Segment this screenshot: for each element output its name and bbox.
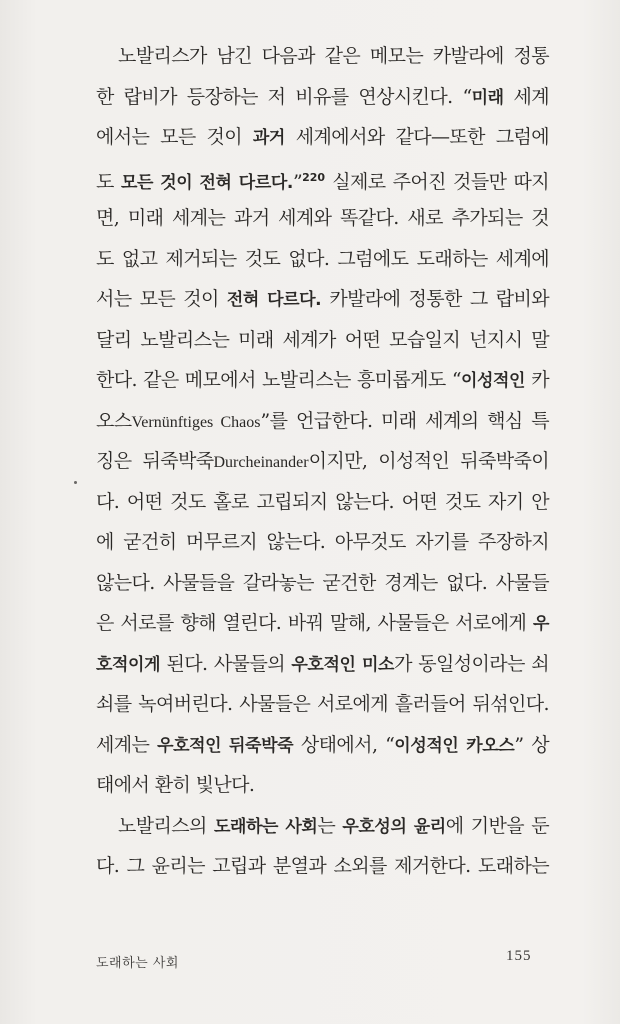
text-run: 상태에서, “: [293, 733, 395, 756]
text-line: [118, 806, 549, 846]
text-run: 면, 미래 세계는 과거 세계와 똑같다. 새로 추가되는 것: [96, 207, 549, 229]
emphasis-text: 미래: [471, 87, 504, 108]
text-line: [96, 644, 549, 684]
text-line: [96, 158, 549, 198]
text-run: Durcheinander: [213, 454, 309, 471]
text-run: 오스: [96, 409, 132, 432]
page-number: 155: [506, 948, 532, 964]
text-line: [96, 320, 549, 360]
text-line: [96, 239, 549, 279]
text-run: 카발라에 정통한 그 랍비와: [321, 288, 550, 310]
text-run: 세계에서와 같다—또한 그럼에: [284, 126, 549, 148]
emphasis-text: 우호적인 미소: [291, 654, 395, 675]
text-run: ”: [292, 170, 303, 193]
text-run: 세계: [503, 85, 549, 108]
text-run: 실제로 주어진 것들만 따지: [325, 170, 549, 193]
text-line: [118, 36, 549, 76]
emphasis-text: 우호성의 윤리: [342, 816, 446, 837]
emphasis-text: 우: [532, 614, 549, 634]
text-run: 다. 어떤 것도 홀로 고립되지 않는다. 어떤 것도 자기 안: [96, 490, 549, 513]
text-run: 징은 뒤죽박죽: [96, 450, 214, 472]
emphasis-text: 모든 것이 전혀 다르다.: [120, 172, 293, 193]
text-line: [96, 684, 549, 724]
text-line: [96, 563, 549, 603]
text-run: 달리 노발리스는 미래 세계가 어떤 모습일지 넌지시 말: [96, 328, 549, 351]
text-run: 않는다. 사물들을 갈라놓는 굳건한 경계는 없다. 사물들: [96, 571, 549, 594]
text-run: 한다. 같은 메모에서 노발리스는 흥미롭게도 “: [96, 369, 461, 391]
text-run: 서는 모든 것이: [96, 288, 227, 310]
text-line: [96, 522, 549, 562]
emphasis-text: 우호적인 뒤죽박죽: [157, 735, 294, 756]
text-run: 에 기반을 둔: [445, 814, 549, 837]
text-run: 에서는 모든 것이: [96, 126, 253, 148]
text-run: 은 서로를 향해 열린다. 바꿔 말해, 사물들은 서로에게: [96, 612, 533, 634]
text-run: 세계는: [96, 733, 158, 756]
text-run: 쇠를 녹여버린다. 사물들은 서로에게 흘러들어 뒤섞인다.: [96, 693, 549, 715]
emphasis-text: 과거: [252, 128, 285, 148]
emphasis-text: 호적이게: [96, 654, 161, 675]
text-run: 태에서 환히 빛난다.: [96, 774, 255, 796]
text-run: 도: [96, 170, 121, 193]
text-run: 노발리스의: [118, 814, 214, 837]
text-run: 카: [525, 369, 550, 391]
text-line: [96, 765, 549, 805]
text-run: ” 상: [514, 733, 549, 756]
text-run: 는: [317, 814, 343, 837]
text-run: 에 굳건히 머무르지 않는다. 아무것도 자기를 주장하지: [96, 531, 549, 553]
text-run: 가 동일성이라는 쇠: [394, 652, 549, 675]
text-run: 된다. 사물들의: [160, 652, 292, 675]
text-line: [96, 603, 549, 643]
text-line: [96, 846, 549, 886]
text-line: [96, 725, 549, 765]
text-line: [96, 401, 549, 441]
emphasis-text: 이성적인 카오스: [394, 735, 515, 756]
text-line: [96, 198, 549, 238]
text-line: [96, 360, 549, 400]
text-run: 다. 그 윤리는 고립과 분열과 소외를 제거한다. 도래하는: [96, 855, 549, 877]
text-run: 이지만, 이성적인 뒤죽박죽이: [308, 450, 549, 472]
emphasis-text: 전혀 다르다.: [226, 290, 322, 310]
emphasis-text: 도래하는 사회: [213, 816, 318, 837]
margin-speck: [74, 481, 77, 484]
text-line: [96, 482, 549, 522]
text-run: Vernünftiges Chaos: [131, 413, 261, 431]
text-line: [96, 441, 549, 481]
emphasis-text: 이성적인: [460, 371, 526, 391]
text-line: [96, 279, 549, 319]
text-run: 한 랍비가 등장하는 저 비유를 연상시킨다. “: [96, 85, 472, 108]
text-run: ”를 언급한다. 미래 세계의 핵심 특: [260, 409, 549, 432]
running-footer-title: 도래하는 사회: [96, 956, 179, 971]
footnote-ref: 220: [302, 170, 326, 184]
text-run: 노발리스가 남긴 다음과 같은 메모는 카발라에 정통: [118, 45, 549, 67]
text-run: 도 없고 제거되는 것도 없다. 그럼에도 도래하는 세계에: [96, 247, 549, 270]
text-line: [96, 117, 549, 157]
text-line: [96, 77, 549, 117]
